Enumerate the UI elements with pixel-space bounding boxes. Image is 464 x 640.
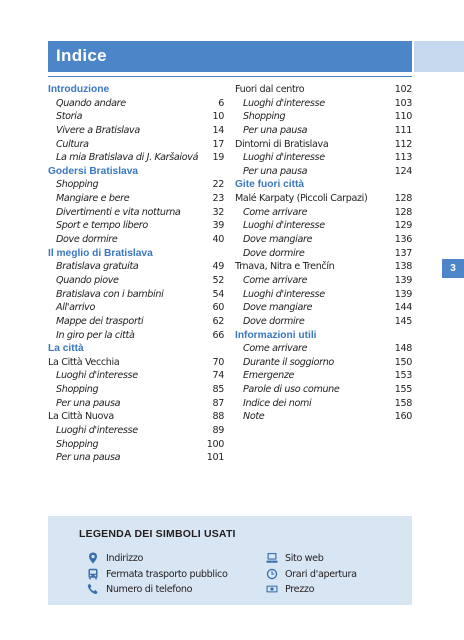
legend-label: Numero di telefono: [106, 583, 193, 595]
toc-page-number: 6: [218, 97, 224, 109]
toc-entry: [48, 138, 224, 152]
legend-label: Sito web: [285, 552, 324, 564]
toc-page-number: 137: [394, 247, 412, 259]
toc-entry: [48, 178, 224, 192]
toc-entry-label: Gite fuori città: [235, 179, 305, 191]
toc-entry: [48, 274, 224, 288]
toc-page-number: 62: [212, 315, 224, 327]
toc-entry-label: Shopping: [243, 111, 286, 123]
toc-entry-label: Luoghi d'interesse: [243, 220, 325, 232]
toc-entry-label: Per una pausa: [243, 124, 308, 136]
toc-entry: [48, 110, 224, 124]
toc-entry: [48, 97, 224, 111]
toc-page-number: 23: [212, 193, 224, 205]
toc-entry: [48, 260, 224, 274]
toc-entry: [235, 410, 412, 424]
toc-entry-label: Come arrivare: [243, 206, 308, 218]
toc-entry-label: Dove dormire: [56, 234, 118, 246]
toc-entry-label: Dove mangiare: [243, 302, 313, 314]
toc-entry: [48, 124, 224, 138]
toc-entry: [48, 397, 224, 411]
toc-entry-label: Trnava, Nitra e Trenčín: [235, 261, 335, 273]
legend-item-hours: [266, 567, 357, 581]
toc-entry-label: La città: [48, 343, 84, 355]
toc-section-heading: [48, 165, 224, 179]
toc-section-heading: [235, 329, 412, 343]
toc-entry-label: Per una pausa: [56, 452, 121, 464]
toc-entry-label: Introduzione: [48, 84, 110, 95]
toc-entry: [235, 383, 412, 397]
toc-entry-label: Mappe dei trasporti: [56, 315, 144, 327]
computer-icon: [266, 552, 278, 564]
toc-page-number: 153: [394, 370, 412, 382]
toc-entry: [235, 315, 412, 329]
toc-page-number: 129: [394, 220, 412, 232]
toc-entry-label: Sport e tempo libero: [56, 220, 148, 232]
legend-item-price: [266, 582, 314, 596]
toc-page-number: 150: [394, 356, 412, 368]
toc-entry: [235, 260, 412, 274]
map-pin-icon: [87, 552, 99, 564]
toc-entry-label: Quando piove: [56, 274, 119, 286]
phone-icon: [87, 583, 99, 595]
toc-entry-label: Luoghi d'interesse: [56, 425, 138, 437]
toc-entry-label: Luoghi d'interesse: [243, 97, 325, 109]
toc-entry-label: Divertimenti e vita notturna: [56, 206, 181, 218]
toc-entry: [235, 356, 412, 370]
toc-page-number: 40: [212, 234, 224, 246]
toc-entry: [235, 206, 412, 220]
toc-entry-label: Vivere a Bratislava: [56, 124, 140, 136]
toc-entry-label: Come arrivare: [243, 343, 308, 355]
toc-page-number: 102: [394, 84, 412, 95]
toc-entry-label: La mia Bratislava di J. Karšaiová: [56, 152, 199, 164]
legend-item-address: [87, 551, 143, 565]
toc-page-number: 155: [394, 384, 412, 396]
toc-entry: [48, 219, 224, 233]
bus-icon: [87, 568, 99, 580]
toc-entry-label: Per una pausa: [56, 397, 121, 409]
toc-page-number: 111: [394, 124, 412, 136]
toc-entry-label: Shopping: [56, 438, 99, 450]
toc-page-number: 136: [394, 234, 412, 246]
toc-entry: [48, 383, 224, 397]
toc-entry-label: Note: [243, 411, 265, 423]
toc-page-number: 139: [394, 288, 412, 300]
toc-entry-label: Bratislava gratuita: [56, 261, 139, 273]
toc-entry: [48, 329, 224, 343]
toc-entry-label: Dove dormire: [243, 247, 305, 259]
toc-section-heading: [48, 83, 224, 97]
clock-icon: [266, 568, 278, 580]
toc-entry-label: Bratislava con i bambini: [56, 288, 164, 300]
toc-page-number: 113: [394, 152, 412, 164]
toc-entry-label: Shopping: [56, 384, 99, 396]
toc-entry-label: Storia: [56, 111, 83, 123]
toc-page-number: 128: [394, 206, 412, 218]
toc-page-number: 145: [394, 315, 412, 327]
toc-entry: [48, 301, 224, 315]
toc-page-number: 60: [212, 302, 224, 314]
toc-entry-label: Luoghi d'interesse: [243, 288, 325, 300]
toc-entry: [235, 97, 412, 111]
toc-page-number: 19: [212, 152, 224, 164]
legend-item-phone: [87, 582, 192, 596]
toc-entry: [235, 342, 412, 356]
toc-page-number: 49: [212, 261, 224, 273]
toc-page-number: 74: [212, 370, 224, 382]
toc-entry-label: Malé Karpaty (Piccoli Carpazi): [235, 193, 368, 205]
toc-page-number: 110: [394, 111, 412, 123]
toc-entry-label: Informazioni utili: [235, 329, 317, 341]
toc-page-number: 112: [394, 138, 412, 150]
toc-entry-label: Dove mangiare: [243, 234, 313, 246]
legend-label: Prezzo: [285, 583, 315, 595]
toc-entry: [235, 124, 412, 138]
toc-page-number: 14: [212, 124, 224, 136]
toc-entry: [235, 274, 412, 288]
toc-entry: [235, 83, 412, 97]
toc-page-number: 101: [206, 452, 224, 464]
toc-entry-label: Luoghi d'interesse: [243, 152, 325, 164]
chapter-tab: 3: [442, 259, 464, 278]
legend-item-transport: [87, 567, 227, 581]
toc-entry-label: Shopping: [56, 179, 99, 191]
toc-entry: [235, 151, 412, 165]
toc-page-number: 70: [212, 356, 224, 368]
toc-entry: [48, 192, 224, 206]
toc-page-number: 158: [394, 397, 412, 409]
toc-entry-label: In giro per la città: [56, 329, 135, 341]
toc-entry: [48, 288, 224, 302]
toc-entry: [235, 301, 412, 315]
toc-page-number: 124: [394, 165, 412, 177]
toc-entry-label: Cultura: [56, 138, 89, 150]
toc-entry: [48, 206, 224, 220]
toc-entry-label: All'arrivo: [56, 302, 96, 314]
toc-entry-label: Per una pausa: [243, 165, 308, 177]
toc-entry: [48, 438, 224, 452]
toc-entry-label: Emergenze: [243, 370, 295, 382]
legend-label: Orari d'apertura: [285, 568, 357, 580]
toc-entry-label: Dintorni di Bratislava: [235, 138, 329, 150]
toc-page-number: 88: [212, 411, 224, 423]
toc-entry: [48, 151, 224, 165]
toc-entry: [235, 397, 412, 411]
toc-entry: [235, 247, 412, 261]
toc-entry-label: Come arrivare: [243, 274, 308, 286]
toc-entry: [48, 410, 224, 424]
toc-section-heading: [48, 342, 224, 356]
toc-entry: [235, 110, 412, 124]
toc-entry-label: Il meglio di Bratislava: [48, 247, 153, 259]
toc-entry: [48, 233, 224, 247]
toc-section-heading: [48, 247, 224, 261]
toc-page-number: 138: [394, 261, 412, 273]
legend-label: Fermata trasporto pubblico: [106, 568, 228, 580]
toc-page-number: 22: [212, 179, 224, 191]
toc-page-number: 10: [212, 111, 224, 123]
toc-page-number: 89: [212, 425, 224, 437]
toc-entry-label: Dove dormire: [243, 315, 305, 327]
toc-page-number: 144: [394, 302, 412, 314]
toc-page-number: 32: [212, 206, 224, 218]
toc-section-heading: [235, 178, 412, 192]
toc-entry: [48, 356, 224, 370]
toc-entry-label: Indice dei nomi: [243, 397, 312, 409]
legend-item-website: [266, 551, 323, 565]
toc-entry-label: La Città Nuova: [48, 411, 114, 423]
legend-label: Indirizzo: [106, 552, 144, 564]
toc-entry-label: Durante il soggiorno: [243, 356, 334, 368]
toc-entry-label: Parole di uso comune: [243, 384, 340, 396]
toc-entry: [235, 369, 412, 383]
legend-title: LEGENDA DEI SIMBOLI USATI: [79, 528, 236, 540]
banknote-icon: [266, 583, 278, 595]
toc-entry: [235, 288, 412, 302]
toc-page-number: 66: [212, 329, 224, 341]
toc-page-number: 100: [206, 438, 224, 450]
toc-entry: [48, 424, 224, 438]
toc-page-number: 139: [394, 274, 412, 286]
toc-entry: [235, 138, 412, 152]
toc-entry: [235, 165, 412, 179]
toc-page-number: 85: [212, 384, 224, 396]
toc-page-number: 148: [394, 343, 412, 355]
toc-entry-label: Godersi Bratislava: [48, 165, 139, 177]
toc-entry-label: La Città Vecchia: [48, 356, 120, 368]
toc-entry-label: Fuori dal centro: [235, 84, 305, 95]
toc-page-number: 17: [212, 138, 224, 150]
page-title: Indice: [56, 46, 107, 65]
toc-entry-label: Mangiare e bere: [56, 193, 130, 205]
toc-column-right: [235, 83, 412, 424]
header-accent-strip: [414, 41, 464, 72]
toc-entry-label: Quando andare: [56, 97, 126, 109]
toc-entry: [48, 315, 224, 329]
toc-entry: [235, 192, 412, 206]
toc-page-number: 128: [394, 193, 412, 205]
toc-page-number: 52: [212, 274, 224, 286]
toc-page-number: 103: [394, 97, 412, 109]
toc-entry: [48, 451, 224, 465]
toc-entry: [48, 369, 224, 383]
toc-entry: [235, 233, 412, 247]
toc-column-left: [48, 83, 224, 465]
toc-page-number: 87: [212, 397, 224, 409]
toc-entry: [235, 219, 412, 233]
toc-page-number: 39: [212, 220, 224, 232]
toc-page-number: 160: [394, 411, 412, 423]
toc-entry-label: Luoghi d'interesse: [56, 370, 138, 382]
header-divider: [48, 76, 412, 77]
toc-page-number: 54: [212, 288, 224, 300]
